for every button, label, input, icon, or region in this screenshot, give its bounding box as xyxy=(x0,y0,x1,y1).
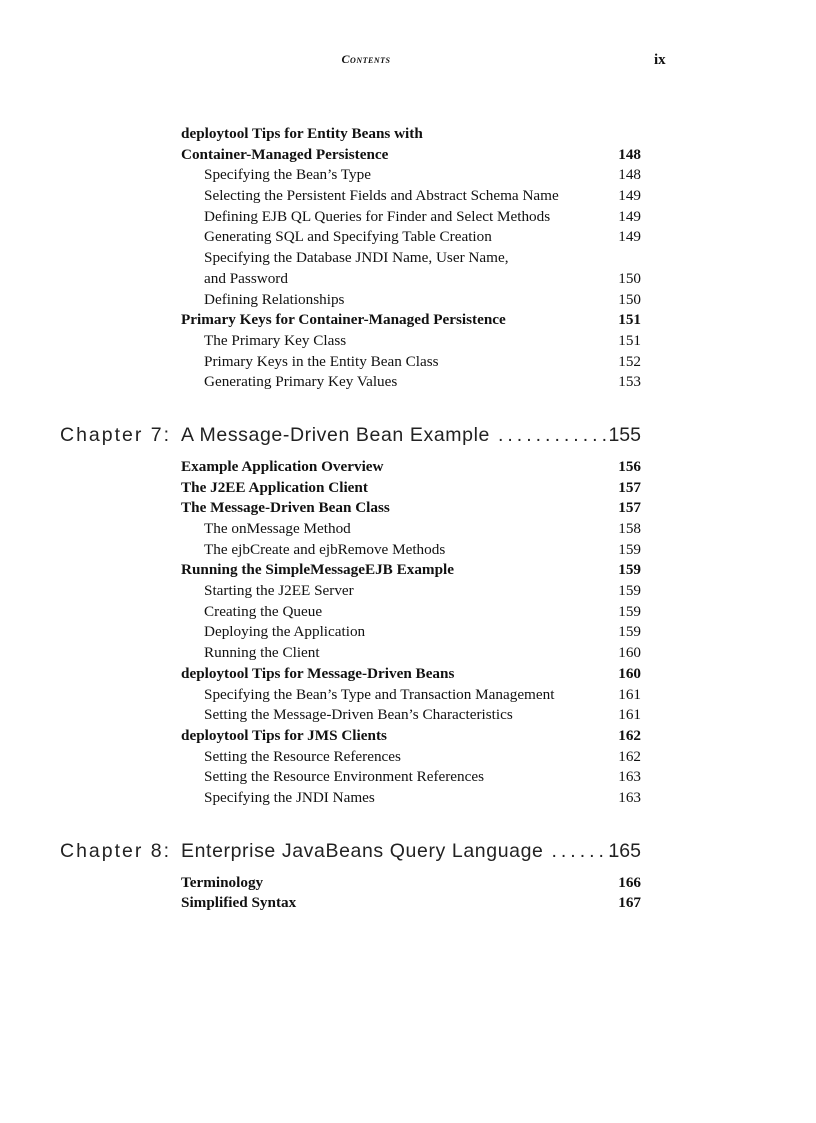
entry-title: Example Application Overview xyxy=(181,457,384,475)
chapter-page: 165 xyxy=(608,839,641,862)
chapter-page: 155 xyxy=(608,423,641,446)
toc-section-entry[interactable] xyxy=(0,726,816,747)
entry-page: 159 xyxy=(618,623,641,641)
leader-dots: ............ xyxy=(497,423,611,446)
toc-subsection-entry[interactable] xyxy=(0,705,816,726)
entry-title: The J2EE Application Client xyxy=(181,478,368,496)
entry-title: Primary Keys in the Entity Bean Class xyxy=(204,352,439,370)
toc-subsection-entry[interactable] xyxy=(0,248,816,269)
toc-subsection-entry[interactable] xyxy=(0,540,816,561)
entry-title: The Primary Key Class xyxy=(204,331,347,349)
toc-section-entry[interactable] xyxy=(0,310,816,331)
entry-page: 153 xyxy=(618,373,641,391)
page-number: ix xyxy=(654,52,666,68)
entry-title: Deploying the Application xyxy=(204,623,366,641)
entry-title: Specifying the Database JNDI Name, User Name, xyxy=(204,249,509,267)
toc-subsection-entry[interactable] xyxy=(0,747,816,768)
entry-page: 162 xyxy=(618,726,641,744)
entry-page: 160 xyxy=(618,664,641,682)
entry-page: 163 xyxy=(618,768,641,786)
entry-page: 149 xyxy=(618,187,641,205)
chapter-title xyxy=(181,831,617,871)
entry-title: Generating Primary Key Values xyxy=(204,373,398,391)
entry-page: 148 xyxy=(618,166,641,184)
entry-page: 166 xyxy=(618,873,641,891)
chapter-title-text: Enterprise JavaBeans Query Language xyxy=(181,839,544,862)
toc-section-entry[interactable] xyxy=(0,560,816,581)
toc-subsection-entry[interactable] xyxy=(0,331,816,352)
toc-subsection-entry[interactable] xyxy=(0,767,816,788)
table-of-contents xyxy=(0,124,816,914)
running-head xyxy=(0,52,816,72)
toc-subsection-entry[interactable] xyxy=(0,186,816,207)
entry-title: The ejbCreate and ejbRemove Methods xyxy=(204,540,446,558)
running-title: Contents xyxy=(341,52,391,66)
entry-page: 160 xyxy=(618,644,641,662)
entry-title: Running the Client xyxy=(204,644,320,662)
chapter-heading-8[interactable] xyxy=(0,831,816,871)
entry-page: 150 xyxy=(618,290,641,308)
entry-title: Selecting the Persistent Fields and Abstract Schema Name xyxy=(204,187,559,205)
entry-title: The Message-Driven Bean Class xyxy=(181,499,390,517)
toc-subsection-entry[interactable] xyxy=(0,165,816,186)
toc-subsection-entry[interactable] xyxy=(0,622,816,643)
toc-subsection-entry[interactable] xyxy=(0,372,816,393)
chapter-title-text: A Message-Driven Bean Example xyxy=(181,423,490,446)
toc-subsection-entry[interactable] xyxy=(0,685,816,706)
entry-page: 157 xyxy=(618,478,641,496)
chapter-number: Chapter 7: xyxy=(60,423,172,446)
entry-page: 158 xyxy=(618,520,641,537)
entry-title: Defining EJB QL Queries for Finder and Select Methods xyxy=(204,207,551,225)
entry-page: 167 xyxy=(618,894,641,912)
chapter-heading-7[interactable] xyxy=(0,415,816,455)
entry-page: 159 xyxy=(618,602,641,620)
toc-section-entry[interactable] xyxy=(0,873,816,894)
entry-page: 159 xyxy=(618,540,641,558)
entry-title: deploytool Tips for Message-Driven Beans xyxy=(181,664,455,682)
entry-title: Terminology xyxy=(181,873,264,891)
toc-subsection-entry[interactable] xyxy=(0,290,816,311)
entry-page: 161 xyxy=(618,706,641,724)
entry-page: 151 xyxy=(618,331,641,349)
entry-title: Specifying the Bean’s Type and Transaction Management xyxy=(204,685,555,703)
toc-section-entry[interactable] xyxy=(0,498,816,519)
entry-title: and Password xyxy=(204,269,288,287)
entry-page: 159 xyxy=(618,561,641,579)
toc-block-chapter-8 xyxy=(0,873,816,914)
toc-section-entry[interactable] xyxy=(0,664,816,685)
toc-section-entry[interactable] xyxy=(0,124,816,145)
entry-title: Specifying the Bean’s Type xyxy=(204,166,371,184)
entry-title: The onMessage Method xyxy=(204,520,351,537)
entry-title: deploytool Tips for JMS Clients xyxy=(181,726,387,744)
toc-subsection-entry[interactable] xyxy=(0,352,816,373)
entry-page: 152 xyxy=(618,352,641,370)
entry-page: 150 xyxy=(618,269,641,287)
entry-page: 149 xyxy=(618,207,641,225)
entry-title: Simplified Syntax xyxy=(181,894,297,912)
toc-subsection-entry[interactable] xyxy=(0,269,816,290)
toc-subsection-entry[interactable] xyxy=(0,227,816,248)
entry-title: Running the SimpleMessageEJB Example xyxy=(181,561,454,579)
toc-block-chapter-6-continued xyxy=(0,124,816,393)
entry-title: deploytool Tips for Entity Beans with xyxy=(181,125,423,142)
toc-subsection-entry[interactable] xyxy=(0,788,816,809)
chapter-number: Chapter 8: xyxy=(60,839,172,862)
toc-subsection-entry[interactable] xyxy=(0,602,816,623)
entry-title: Starting the J2EE Server xyxy=(204,582,354,600)
toc-subsection-entry[interactable] xyxy=(0,643,816,664)
entry-title: Setting the Resource References xyxy=(204,747,401,765)
toc-subsection-entry[interactable] xyxy=(0,519,816,540)
entry-page: 151 xyxy=(618,311,641,329)
entry-title: Primary Keys for Container-Managed Persistence xyxy=(181,311,506,329)
entry-page: 157 xyxy=(618,499,641,517)
entry-page: 161 xyxy=(618,685,641,703)
entry-page: 148 xyxy=(618,145,641,163)
toc-block-chapter-7 xyxy=(0,457,816,809)
entry-title: Specifying the JNDI Names xyxy=(204,788,375,806)
toc-section-entry[interactable] xyxy=(0,457,816,478)
toc-subsection-entry[interactable] xyxy=(0,581,816,602)
toc-section-entry[interactable] xyxy=(0,145,816,166)
entry-title: Container-Managed Persistence xyxy=(181,145,389,163)
toc-section-entry[interactable] xyxy=(0,893,816,914)
entry-title: Defining Relationships xyxy=(204,290,345,308)
entry-page: 162 xyxy=(618,747,641,765)
entry-page: 156 xyxy=(618,457,641,475)
entry-title: Generating SQL and Specifying Table Creation xyxy=(204,228,492,246)
entry-title: Setting the Resource Environment References xyxy=(204,768,485,786)
entry-page: 149 xyxy=(618,228,641,246)
entry-title: Setting the Message-Driven Bean’s Characteristics xyxy=(204,706,513,724)
leader-dots: ....... xyxy=(551,839,618,862)
toc-section-entry[interactable] xyxy=(0,478,816,499)
toc-subsection-entry[interactable] xyxy=(0,207,816,228)
entry-title: Creating the Queue xyxy=(204,602,323,620)
entry-page: 163 xyxy=(618,788,641,806)
entry-page: 159 xyxy=(618,582,641,600)
chapter-title xyxy=(181,415,611,455)
